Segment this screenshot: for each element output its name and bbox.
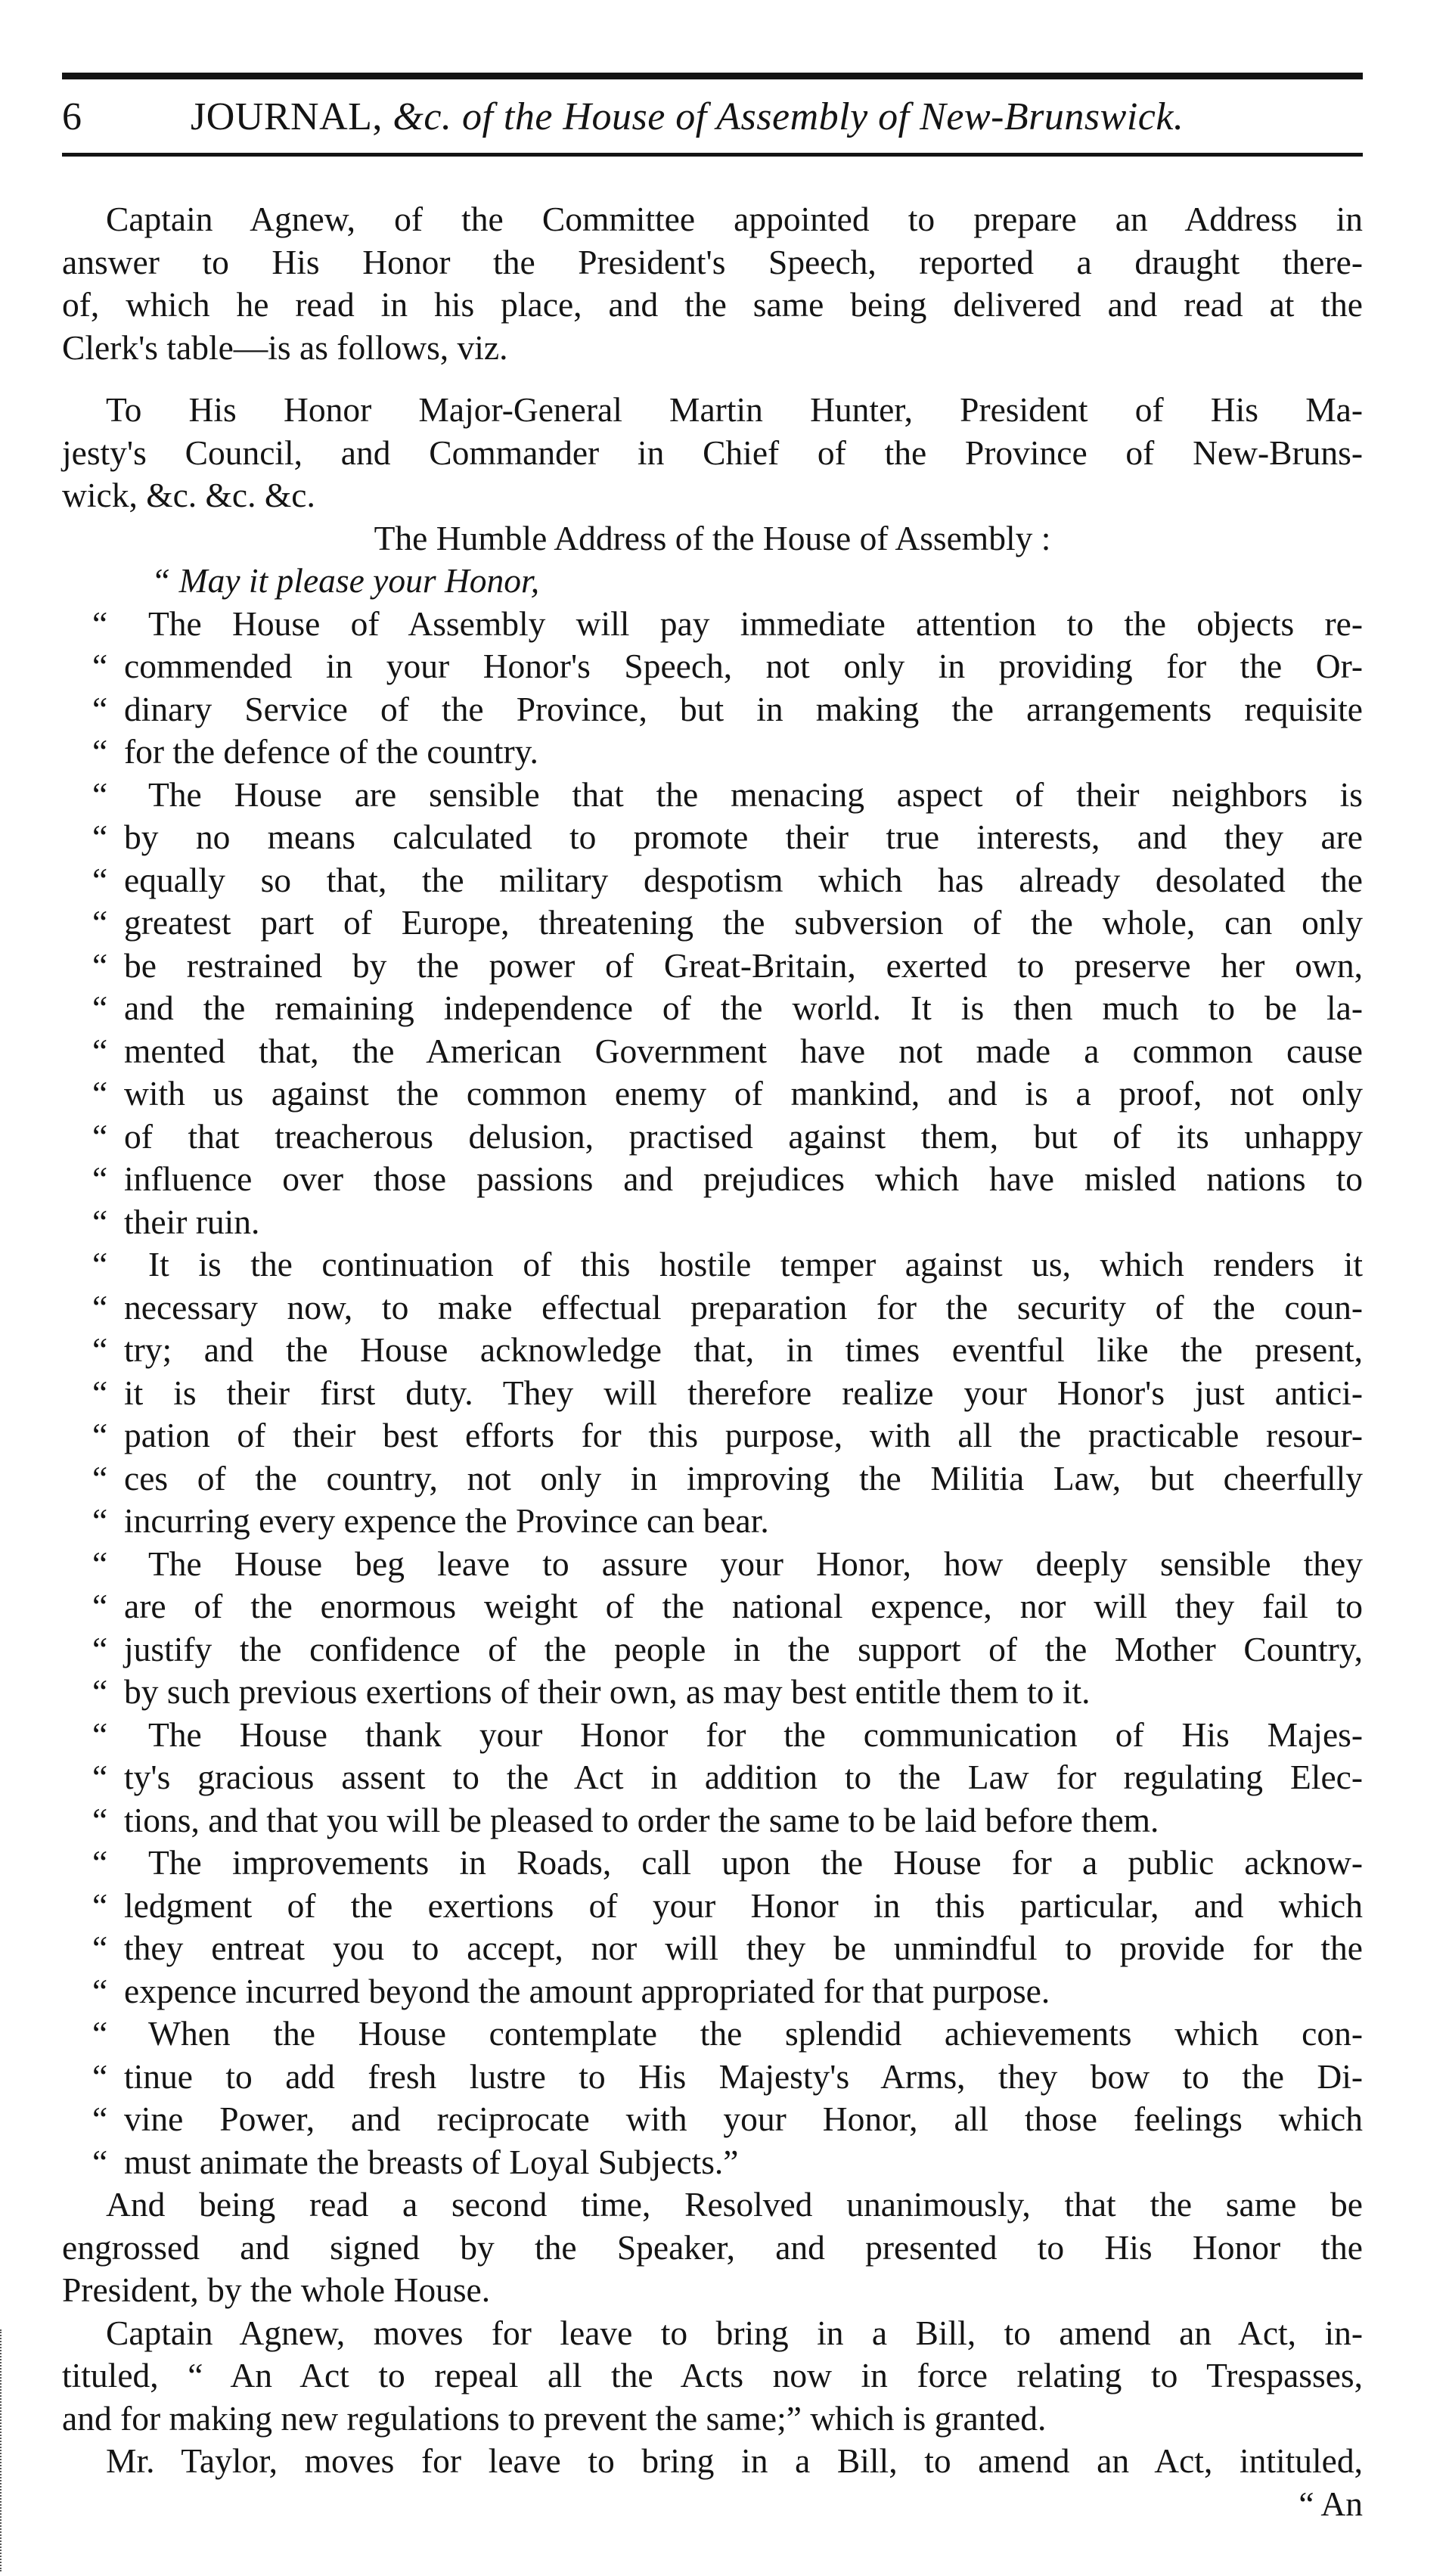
quote-text: justify the confidence of the people in the support of the Mother Country, <box>124 1629 1363 1668</box>
quote-line <box>62 731 1363 774</box>
quote-mark: “ <box>92 604 108 643</box>
quote-text: The House are sensible that the menacing aspect of their neighbors is <box>148 774 1363 814</box>
quote-mark: “ <box>92 1544 108 1583</box>
quote-text: greatest part of Europe, threatening the subversion of the whole, can only <box>124 903 1363 942</box>
text-line: wick, &c. &c. &c. <box>62 476 315 514</box>
quote-mark: “ <box>92 1202 108 1241</box>
quote-text: be restrained by the power of Great-Britain, exerted to preserve her own, <box>124 945 1363 985</box>
quote-text: ces of the country, not only in improving the Militia Law, but cheerfully <box>124 1458 1363 1497</box>
text-line: Mr. Taylor, moves for leave to bring in a Bill, to amend an Act, intituled, <box>106 2441 1363 2480</box>
quote-mark: “ <box>92 1159 108 1198</box>
quote-text: vine Power, and reciprocate with your Honor, all those feelings which <box>124 2100 1363 2138</box>
quote-mark: “ <box>92 1373 108 1412</box>
quote-mark: “ <box>92 774 108 814</box>
quote-mark: “ <box>92 1116 108 1156</box>
quote-mark: “ <box>92 945 108 985</box>
header-rule-top <box>62 73 1363 79</box>
quote-line <box>62 774 1363 817</box>
paragraph-gap <box>62 369 1363 389</box>
quote-text: they entreat you to accept, nor will they be unmindful to provide for the <box>124 1929 1363 1967</box>
quote-text: of that treacherous delusion, practised against them, but of its unhappy <box>124 1116 1363 1156</box>
quote-mark: “ <box>92 903 108 942</box>
text-line: engrossed and signed by the Speaker, and presented to His Honor the <box>62 2227 1363 2267</box>
quote-text: equally so that, the military despotism which has already desolated the <box>124 860 1363 899</box>
quote-text: mented that, the American Government have not made a common cause <box>124 1031 1363 1070</box>
quote-line <box>62 1158 1363 1201</box>
quote-mark: “ <box>92 2056 108 2096</box>
quote-text: incurring every expence the Province can bear. <box>124 1501 769 1540</box>
quote-line <box>62 945 1363 988</box>
quote-mark: “ <box>92 1074 108 1113</box>
quote-line <box>62 1457 1363 1501</box>
quote-line <box>62 1286 1363 1330</box>
quote-text: The House thank your Honor for the communication of His Majes- <box>148 1715 1363 1754</box>
text-line: tituled, “ An Act to repeal all the Acts now in force relating to Trespasses, <box>62 2356 1363 2394</box>
quote-line <box>62 1885 1363 1928</box>
quote-line <box>62 1970 1363 2013</box>
quote-text: It is the continuation of this hostile temper against us, which renders it <box>148 1245 1363 1283</box>
quote-line <box>62 1414 1363 1457</box>
quote-line <box>62 1500 1363 1543</box>
quote-mark: “ <box>92 1287 108 1327</box>
quote-text: necessary now, to make effectual preparation for the security of the coun- <box>124 1287 1363 1327</box>
quote-mark: “ <box>92 2142 108 2181</box>
quote-mark: “ <box>92 1758 108 1796</box>
quote-text: for the defence of the country. <box>124 732 538 771</box>
quote-line <box>62 603 1363 646</box>
catchword: “ An <box>1299 2484 1363 2523</box>
quote-mark: “ <box>92 1458 108 1497</box>
quote-text: with us against the common enemy of mankind, and is a proof, not only <box>124 1074 1363 1113</box>
quote-mark: “ <box>92 818 108 856</box>
quote-line <box>62 1243 1363 1286</box>
quote-mark: “ <box>92 1330 108 1369</box>
quote-text: tions, and that you will be pleased to order the same to be laid before them. <box>124 1800 1159 1839</box>
quote-text: pation of their best efforts for this purpose, with all the practicable resour- <box>124 1416 1363 1454</box>
quote-mark: “ <box>92 647 108 685</box>
text-line: answer to His Honor the President's Speech, reported a draught there- <box>62 242 1363 281</box>
text-line: Captain Agnew, moves for leave to bring in a Bill, to amend an Act, in- <box>106 2313 1363 2352</box>
quote-mark: “ <box>92 1031 108 1070</box>
quote-text: When the House contemplate the splendid achievements which con- <box>148 2014 1363 2053</box>
quote-mark: “ <box>92 1501 108 1540</box>
quote-text: ty's gracious assent to the Act in addition to the Law for regulating Elec- <box>124 1758 1363 1796</box>
page-number: 6 <box>62 95 82 138</box>
quote-mark: “ <box>92 1971 108 2010</box>
quote-text: tinue to add fresh lustre to His Majesty's Arms, they bow to the Di- <box>124 2056 1363 2096</box>
quote-text: The House beg leave to assure your Honor, how deeply sensible they <box>148 1544 1363 1583</box>
quote-mark: “ <box>92 1929 108 1967</box>
quote-line <box>62 2013 1363 2056</box>
text-line: President, by the whole House. <box>62 2270 491 2309</box>
quote-mark: “ <box>92 1587 108 1625</box>
quote-text: their ruin. <box>124 1202 260 1241</box>
quote-line <box>62 1072 1363 1116</box>
quote-text: by such previous exertions of their own, as may best entitle them to it. <box>124 1672 1091 1711</box>
text-line: and for making new regulations to prevent the same;” which is granted. <box>62 2398 1047 2438</box>
text-line: Captain Agnew, of the Committee appointed to prepare an Address in <box>106 200 1363 238</box>
quote-mark: “ <box>92 1800 108 1839</box>
quote-line <box>62 1799 1363 1842</box>
quote-line <box>62 859 1363 902</box>
quote-line <box>62 1201 1363 1244</box>
address-quote-block <box>62 603 1363 2184</box>
quote-mark: “ <box>92 1672 108 1711</box>
running-head-amp: &c. <box>393 95 452 138</box>
quote-text: The House of Assembly will pay immediate attention to the objects re- <box>148 604 1363 643</box>
running-head-lead: JOURNAL, <box>191 95 393 138</box>
running-head-rest: of the House of Assembly of New-Brunswick. <box>451 95 1184 138</box>
quote-line <box>62 2141 1363 2184</box>
quote-line <box>62 1756 1363 1799</box>
quote-line <box>62 645 1363 688</box>
quote-text: it is their first duty. They will therefore realize your Honor's just antici- <box>124 1373 1363 1412</box>
quote-line <box>62 1671 1363 1714</box>
quote-mark: “ <box>92 860 108 899</box>
quote-line <box>62 1030 1363 1073</box>
quote-line <box>62 1329 1363 1372</box>
header-rule-bottom <box>62 153 1363 157</box>
quote-text: must animate the breasts of Loyal Subjects.” <box>124 2142 739 2181</box>
quote-text: The improvements in Roads, call upon the House for a public acknow- <box>148 1843 1363 1882</box>
quote-line <box>62 2056 1363 2099</box>
quote-line <box>62 1585 1363 1628</box>
quote-mark: “ <box>92 2014 108 2053</box>
quote-mark: “ <box>92 1416 108 1454</box>
quote-line <box>62 1927 1363 1970</box>
quote-mark: “ <box>92 1843 108 1882</box>
quote-line <box>62 1372 1363 1415</box>
quote-mark: “ <box>92 2100 108 2138</box>
quote-mark: “ <box>92 1245 108 1283</box>
quote-mark: “ <box>92 1629 108 1668</box>
quote-text: and the remaining independence of the world. It is then much to be la- <box>124 989 1363 1027</box>
text-line: jesty's Council, and Commander in Chief of the Province of New-Bruns- <box>62 433 1363 472</box>
quote-line <box>62 816 1363 859</box>
quote-line <box>62 1543 1363 1586</box>
quote-mark: “ <box>92 989 108 1027</box>
salutation: “ May it please your Honor, <box>151 561 540 600</box>
quote-line <box>62 1842 1363 1885</box>
text-line: of, which he read in his place, and the same being delivered and read at the <box>62 285 1363 324</box>
running-head <box>191 91 1184 144</box>
margin-dots <box>0 2329 5 2571</box>
quote-text: influence over those passions and prejudices which have misled nations to <box>124 1159 1363 1198</box>
quote-mark: “ <box>92 689 108 728</box>
quote-line <box>62 987 1363 1030</box>
quote-line <box>62 1628 1363 1671</box>
address-title: The Humble Address of the House of Assembly : <box>374 518 1051 557</box>
quote-line <box>62 688 1363 731</box>
quote-mark: “ <box>92 732 108 771</box>
quote-line <box>62 902 1363 945</box>
quote-text: ledgment of the exertions of your Honor in this particular, and which <box>124 1885 1363 1925</box>
text-line: And being read a second time, Resolved unanimously, that the same be <box>106 2185 1363 2224</box>
quote-text: commended in your Honor's Speech, not only in providing for the Or- <box>124 647 1363 685</box>
page-body <box>62 198 1363 2525</box>
text-line: Clerk's table—is as follows, viz. <box>62 327 508 367</box>
quote-line <box>62 1116 1363 1159</box>
quote-mark: “ <box>92 1715 108 1754</box>
text-line: To His Honor Major-General Martin Hunter, President of His Ma- <box>106 390 1363 429</box>
quote-text: expence incurred beyond the amount appropriated for that purpose. <box>124 1971 1050 2010</box>
quote-text: try; and the House acknowledge that, in times eventful like the present, <box>124 1330 1363 1369</box>
quote-line <box>62 1714 1363 1757</box>
quote-text: are of the enormous weight of the national expence, nor will they fail to <box>124 1587 1363 1625</box>
quote-text: dinary Service of the Province, but in making the arrangements requisite <box>124 689 1363 728</box>
quote-text: by no means calculated to promote their true interests, and they are <box>124 818 1363 856</box>
quote-mark: “ <box>92 1885 108 1925</box>
page-header <box>62 91 1363 144</box>
quote-line <box>62 2098 1363 2141</box>
